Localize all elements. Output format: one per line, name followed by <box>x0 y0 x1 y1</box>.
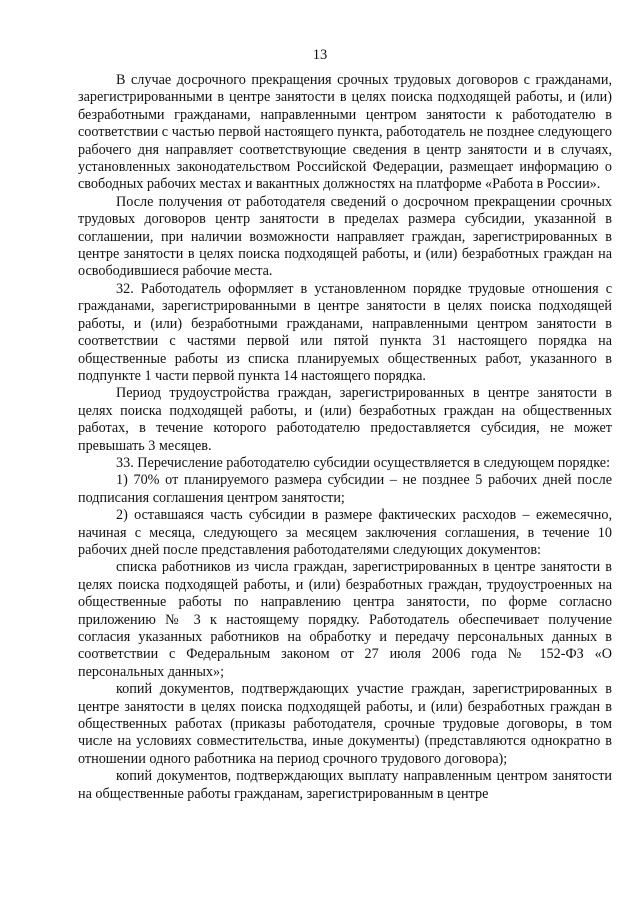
paragraph: Период трудоустройства граждан, зарегистрированных в центре занятости в целях поиска подходящей работы, и (или) безработных граждан на общественных работах, в течение которого работодателю предоставляется субсидия, не может превышать 3 месяцев. <box>78 385 612 454</box>
page-number: 13 <box>312 47 328 63</box>
paragraph: После получения от работодателя сведений о досрочном прекращении срочных трудовых договоров центр занятости в пределах размера субсидии, указанной в соглашении, при наличии возможности направляет граждан, зарегистрированных в центре занятости в целях поиска подходящей работы, и (или) безработных граждан на освободившиеся рабочие места. <box>78 193 612 280</box>
paragraph: 33. Перечисление работодателю субсидии осуществляется в следующем порядке: <box>116 454 611 471</box>
paragraph: 2) оставшаяся часть субсидии в размере фактических расходов – ежемесячно, начиная с месяца, следующего за месяцем заключения соглашения, в течение 10 рабочих дней после представления работодателями следующих документов: <box>78 507 612 558</box>
paragraph: списка работников из числа граждан, зарегистрированных в центре занятости в целях поиска подходящей работы, и (или) безработных граждан, трудоустроенных на общественные работы по направлению центра занятости, по форме согласно приложению № 3 к настоящему порядку. Работодатель обеспечивает получение согласия указанных работников на обработку и передачу персональных данных в соответствии с Федеральным законом от 27 июля 2006 года № 152-ФЗ «О персональных данных»; <box>78 559 612 680</box>
paragraph: 1) 70% от планируемого размера субсидии – не позднее 5 рабочих дней после подписания соглашения центром занятости; <box>78 472 612 506</box>
paragraph: В случае досрочного прекращения срочных трудовых договоров с гражданами, зарегистрированными в центре занятости в целях поиска подходящей работы, и (или) безработными гражданами, направленными центром занятости к работодателю в соответствии с частью первой настоящего пункта, работодатель не позднее следующего рабочего дня направляет соответствующие сведения в центр занятости и в случаях, установленных законодательством Российской Федерации, размещает информацию о свободных рабочих местах и вакантных должностях на платформе «Работа в России». <box>78 72 612 193</box>
paragraph: копий документов, подтверждающих участие граждан, зарегистрированных в центре занятости в целях поиска подходящей работы, и (или) безработных граждан в общественных работах (приказы работодателя, срочные трудовые договоры, в том числе на условиях совместительства, иные документы) (представляются однократно в отношении одного работника на период срочного трудового договора); <box>78 681 612 767</box>
paragraph: 32. Работодатель оформляет в установленном порядке трудовые отношения с гражданами, зарегистрированными в центре занятости в целях поиска подходящей работы, и (или) безработными гражданами, направленными центром занятости в соответствии с частями первой или пятой пункта 31 настоящего порядка на общественные работы из списка планируемых общественных работ, указанного в подпункте 1 части первой пункта 14 настоящего порядка. <box>78 280 612 384</box>
document-body <box>78 72 612 803</box>
paragraph: копий документов, подтверждающих выплату направленным центром занятости на общественные работы гражданам, зарегистрированным в центре <box>78 768 612 802</box>
